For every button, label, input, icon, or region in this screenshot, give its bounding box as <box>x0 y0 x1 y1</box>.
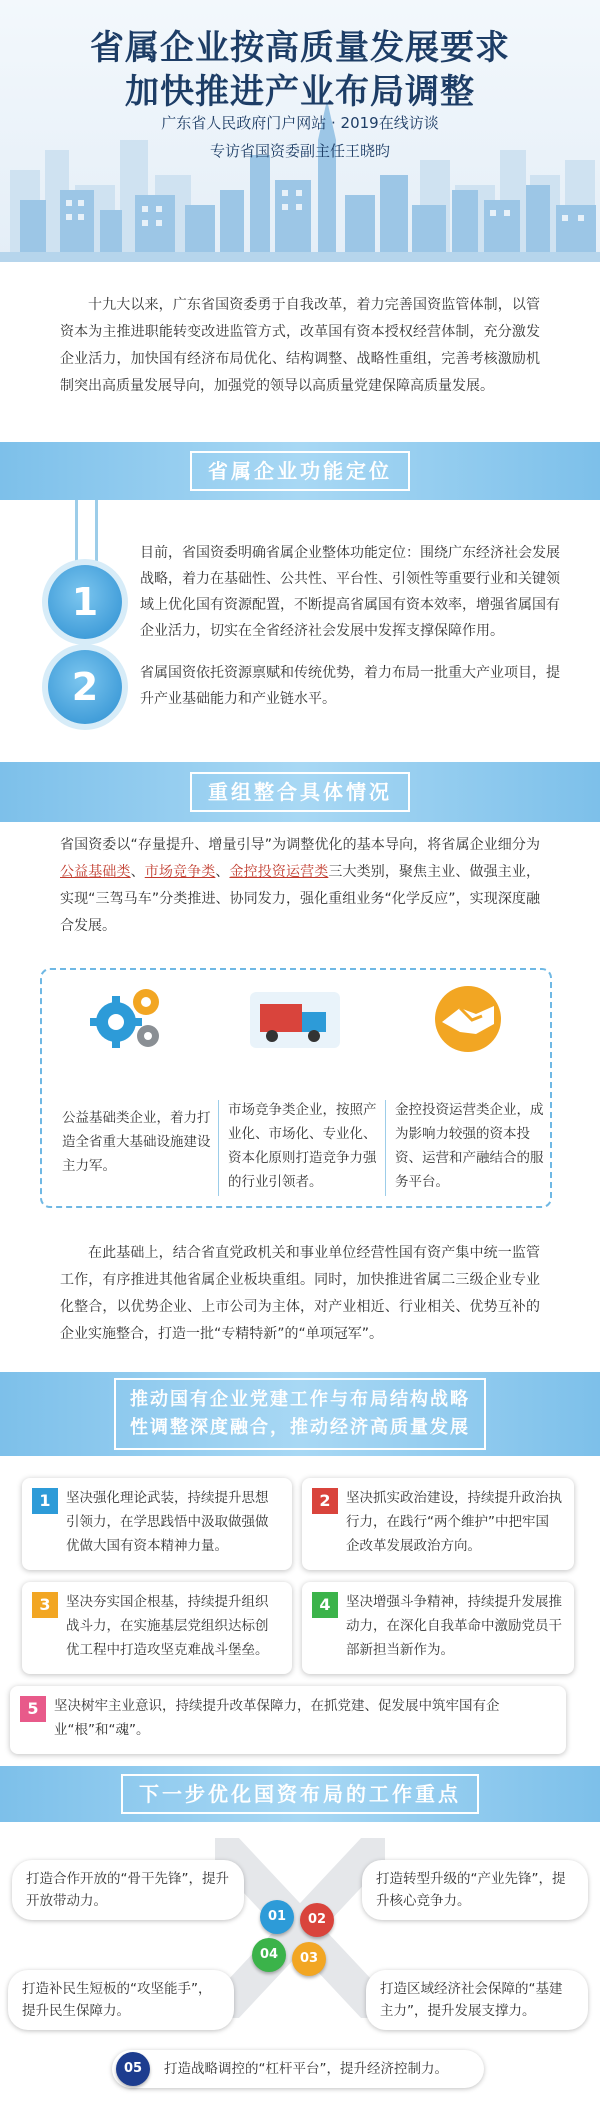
x-cross-illustration <box>215 1838 385 2018</box>
badge-05: 05 <box>116 2052 150 2086</box>
card-number: 3 <box>32 1592 58 1618</box>
category-finance-text: 金控投资运营类企业，成为影响力较强的资本投资、运营和产融结合的服务平台。 <box>395 1102 544 1190</box>
party-card-4 <box>302 1582 574 1674</box>
interviewee-line: 专访省国资委副主任王晓昀 <box>209 142 390 160</box>
section3-banner <box>0 1372 600 1456</box>
handshake-icon <box>432 984 504 1054</box>
party-card-3 <box>22 1582 292 1674</box>
card-number: 5 <box>20 1696 46 1722</box>
badge-02: 02 <box>300 1903 334 1937</box>
card-text: 坚决增强斗争精神，持续提升发展推动力，在深化自我革命中激励党员干部新担当新作为。 <box>346 1594 562 1658</box>
highlight-market: 市场竞争类 <box>144 864 216 880</box>
section1-item-2-text: 省属国资依托资源禀赋和传统优势，着力布局一批重大产业项目，提升产业基础能力和产业链水平。 <box>140 665 560 707</box>
main-title-line2: 加快推进产业布局调整 <box>125 72 475 112</box>
number-circle-1: 1 <box>48 565 122 639</box>
section3-title-line1: 推动国有企业党建工作与布局结构战略 <box>130 1389 470 1410</box>
badge-04: 04 <box>252 1938 286 1972</box>
party-card-5 <box>10 1686 566 1754</box>
badge-03: 03 <box>292 1942 326 1976</box>
focus-item-02: 打造转型升级的“产业先锋”，提升核心竞争力。 <box>362 1860 588 1920</box>
divider <box>218 1100 219 1196</box>
number-circle-2: 2 <box>48 650 122 724</box>
main-title-line1: 省属企业按高质量发展要求 <box>90 28 510 68</box>
section1-banner <box>0 442 600 500</box>
focus-item-03: 打造区域经济社会保障的“基建主力”，提升发展支撑力。 <box>366 1970 588 2030</box>
focus-item-05 <box>112 2050 484 2088</box>
card-text: 坚决抓实政治建设，持续提升政治执行力，在践行“两个维护”中把牢国企改革发展政治方向。 <box>346 1490 562 1554</box>
highlight-public-basic: 公益基础类 <box>60 864 131 880</box>
section3-title-line2: 性调整深度融合，推动经济高质量发展 <box>130 1417 470 1438</box>
focus-item-04: 打造补民生短板的“攻坚能手”，提升民生保障力。 <box>8 1970 234 2030</box>
focus-item-05-text: 打造战略调控的“杠杆平台”，提升经济控制力。 <box>164 2061 448 2077</box>
para-text: 省国资委以“存量提升、增量引导”为调整优化的基本导向，将省属企业细分为 <box>60 837 540 853</box>
card-number: 4 <box>312 1592 338 1618</box>
category-public-text: 公益基础类企业，着力打造全省重大基础设施建设主力军。 <box>62 1110 211 1174</box>
card-text: 坚决强化理论武装，持续提升思想引领力，在学思践悟中汲取做强做优做大国有资本精神力量。 <box>66 1490 269 1554</box>
section2-paragraph-1 <box>60 832 540 940</box>
card-text: 坚决树牢主业意识，持续提升改革保障力，在抓党建、促发展中筑牢国有企业“根”和“魂”。 <box>54 1698 500 1738</box>
divider <box>385 1100 386 1196</box>
card-number: 2 <box>312 1488 338 1514</box>
section1-title: 省属企业功能定位 <box>190 451 410 491</box>
category-market-text: 市场竞争类企业，按照产业化、市场化、专业化、资本化原则打造竞争力强的行业引领者。 <box>228 1102 377 1190</box>
separator: 、 <box>215 864 230 880</box>
source-line: 广东省人民政府门户网站 · 2019在线访谈 <box>161 114 439 132</box>
section2-banner <box>0 762 600 822</box>
card-number: 1 <box>32 1488 58 1514</box>
section2-paragraph-2: 在此基础上，结合省直党政机关和事业单位经营性国有资产集中统一监管工作，有序推进其他省属企业板块重组。同时，加快推进省属二三级企业专业化整合，以优势企业、上市公司为主体，对产业相近、行业相关、优势互补的企业实施整合，打造一批“专精特新”的“单项冠军”。 <box>60 1245 540 1342</box>
truck-icon <box>250 988 340 1052</box>
section4-title: 下一步优化国资布局的工作重点 <box>121 1774 479 1814</box>
badge-01: 01 <box>260 1900 294 1934</box>
section4-banner <box>0 1766 600 1822</box>
para-text: 三大类别，聚焦主业、做强主业，实现“三驾马车”分类推进、协同发力，强化重组业务“化学反应”，实现深度融合发展。 <box>60 864 541 934</box>
hero-banner <box>0 0 600 262</box>
separator: 、 <box>130 864 145 880</box>
intro-paragraph: 十九大以来，广东省国资委勇于自我改革，着力完善国资监管体制，以管资本为主推进职能转变改进监管方式，改革国有资本授权经营体制，充分激发企业活力，加快国有经济布局优化、结构调整、战略性重组，完善考核激励机制突出高质量发展导向，加强党的领导以高质量党建保障高质量发展。 <box>60 297 540 394</box>
gears-icon <box>88 982 168 1054</box>
party-card-2 <box>302 1478 574 1570</box>
highlight-finance: 金控投资运营类 <box>229 864 329 880</box>
party-card-1 <box>22 1478 292 1570</box>
section1-item-1-text: 目前，省国资委明确省属企业整体功能定位：围绕广东经济社会发展战略，着力在基础性、公共性、平台性、引领性等重要行业和关键领域上优化国有资源配置，不断提高省属国有资本效率，增强省属国有企业活力，切实在全省经济社会发展中发挥支撑保障作用。 <box>140 545 560 639</box>
section3-title <box>114 1378 486 1450</box>
card-text: 坚决夯实国企根基，持续提升组织战斗力，在实施基层党组织达标创优工程中打造攻坚克难战斗堡垒。 <box>66 1594 269 1658</box>
section2-title: 重组整合具体情况 <box>190 772 410 812</box>
focus-item-01: 打造合作开放的“骨干先锋”，提升开放带动力。 <box>12 1860 244 1920</box>
